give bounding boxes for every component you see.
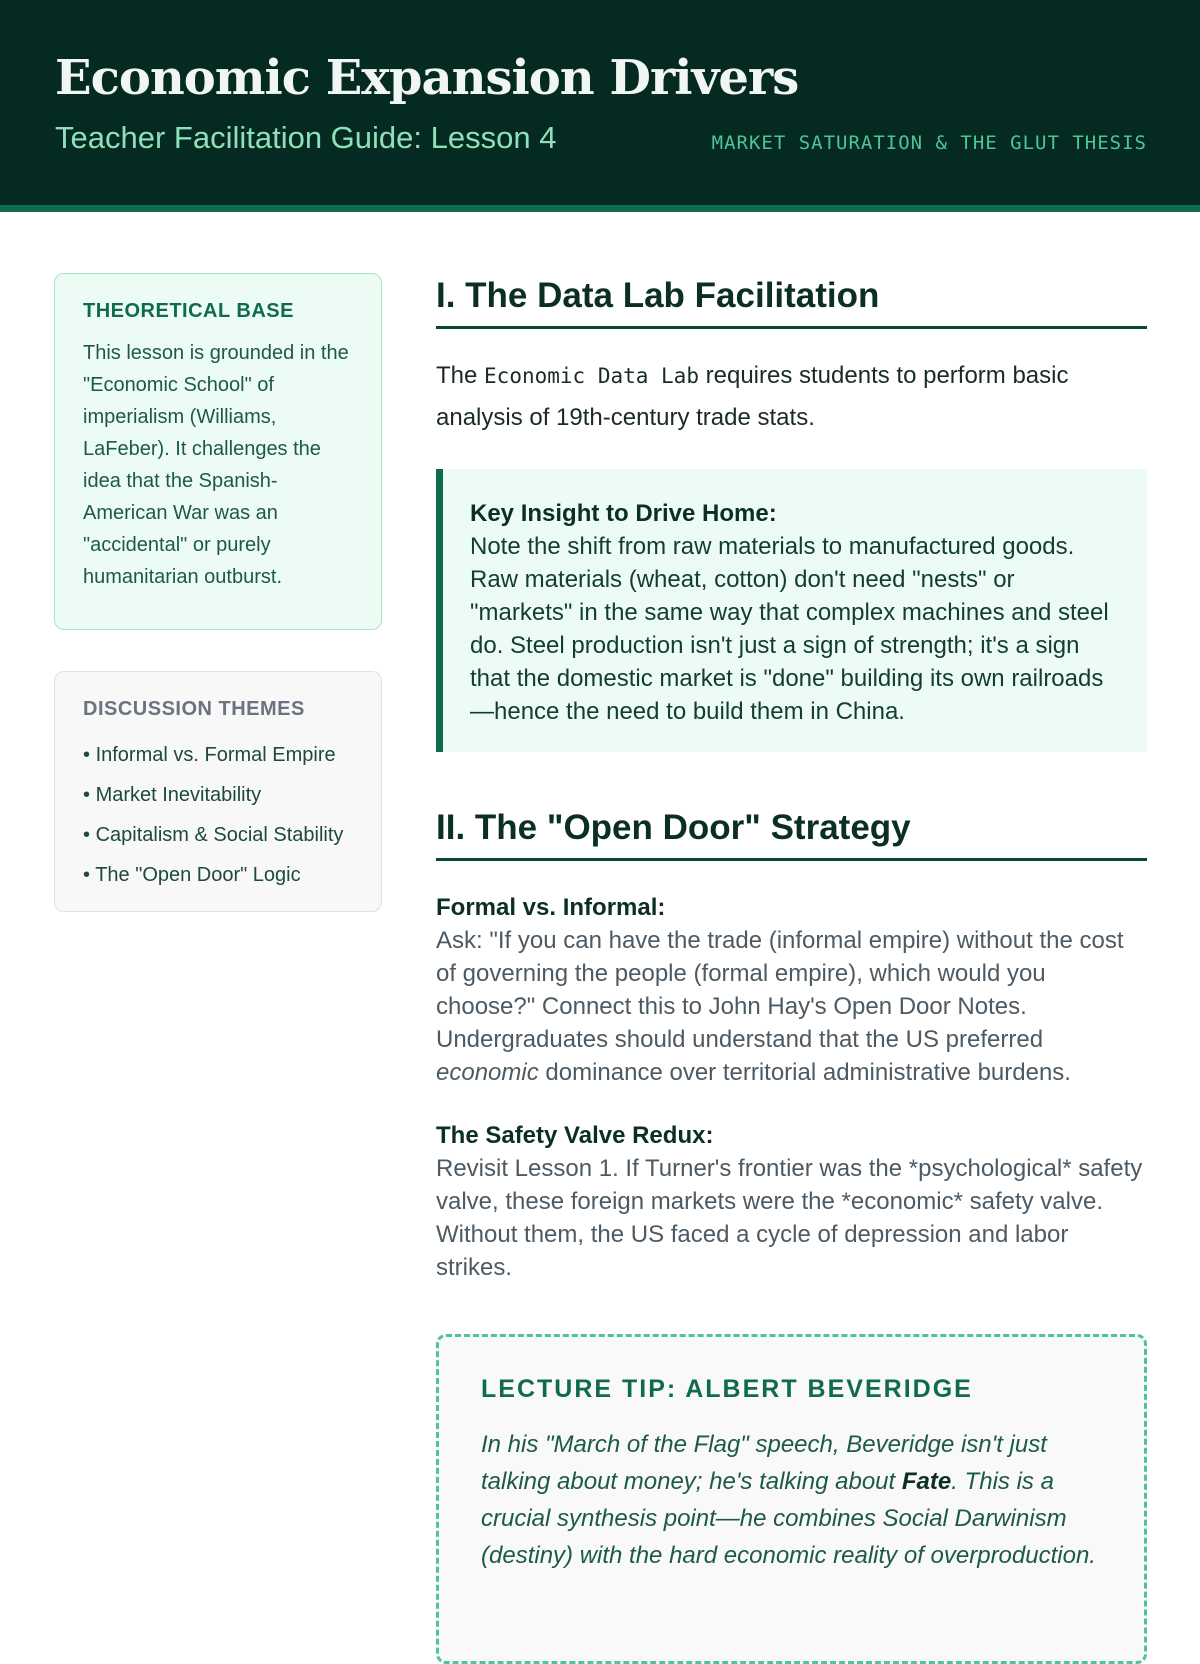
main-content: [436, 276, 1147, 1664]
formal-informal-block: [436, 891, 1147, 1089]
theme-item: • Capitalism & Social Stability: [83, 815, 355, 855]
tip-body-emphasis: Fate: [901, 1468, 952, 1495]
page-subtitle: Teacher Facilitation Guide: Lesson 4: [55, 120, 557, 155]
page-title: Economic Expansion Drivers: [55, 50, 799, 106]
theoretical-base-title: THEORETICAL BASE: [83, 300, 294, 322]
formal-body-text-rest: dominance over territorial administrative burdens.: [538, 1059, 1071, 1086]
lecture-tip-title: LECTURE TIP: ALBERT BEVERIDGE: [481, 1375, 973, 1403]
discussion-themes-list: [83, 735, 355, 895]
theoretical-base-card: [54, 273, 382, 630]
lecture-tip-body: [481, 1426, 1104, 1574]
open-door-section: [436, 808, 1147, 1284]
safety-valve-block: [436, 1119, 1147, 1284]
discussion-themes-title: DISCUSSION THEMES: [83, 698, 305, 720]
key-insight-title: Key Insight to Drive Home:: [470, 500, 777, 527]
sidebar: [54, 273, 382, 912]
formal-informal-title: Formal vs. Informal:: [436, 894, 666, 921]
intro-text: The: [436, 362, 485, 389]
key-insight-callout: [436, 469, 1147, 752]
data-lab-intro: [436, 355, 1147, 439]
theme-item: • Informal vs. Formal Empire: [83, 735, 355, 775]
theoretical-base-body: This lesson is grounded in the "Economic School" of imperialism (Williams, LaFeber). It challenges the idea that the Spanish-American War was an "accidental" or purely humanitarian outburst.: [83, 342, 349, 588]
section-title-open-door: II. The "Open Door" Strategy: [436, 808, 1147, 861]
section-title-data-lab: I. The Data Lab Facilitation: [436, 276, 1147, 329]
safety-valve-body: Revisit Lesson 1. If Turner's frontier was the *psychological* safety valve, these foreign markets were the *economic* safety valve. Without them, the US faced a cycle of depression and labor strikes.: [436, 1155, 1143, 1281]
lecture-tip-box: [436, 1334, 1147, 1664]
formal-informal-body: [436, 924, 1147, 1089]
theme-item: • The "Open Door" Logic: [83, 855, 355, 895]
data-lab-code-name: Economic Data Lab: [484, 364, 699, 388]
discussion-themes-card: [54, 671, 382, 912]
formal-body-emphasis: economic: [436, 1059, 539, 1086]
intro-text-rest: requires students to perform basic analysis of 19th-century trade stats.: [436, 362, 1069, 431]
safety-valve-title: The Safety Valve Redux:: [436, 1122, 714, 1149]
theme-item: • Market Inevitability: [83, 775, 355, 815]
key-insight-body: Note the shift from raw materials to manufactured goods. Raw materials (wheat, cotton) don't need "nests" or "markets" in the same way that complex machines and steel do. Steel production isn't just a sign of strength; it's a sign that the domestic market is "done" building its own railroads—hence the need to build them in China.: [470, 533, 1109, 725]
tip-body-text: In his "March of the Flag" speech, Beveridge isn't just talking about money; he's talking about: [481, 1431, 1047, 1495]
page-header: [0, 0, 1200, 212]
formal-body-text: Ask: "If you can have the trade (informal empire) without the cost of governing the people (formal empire), which would you choose?" Connect this to John Hay's Open Door Notes. Undergraduates should understand that the US preferred: [436, 927, 1124, 1053]
tip-body-text-rest: . This is a crucial synthesis point—he combines Social Darwinism (destiny) with the hard economic reality of overproduction.: [481, 1468, 1096, 1569]
lesson-tag: MARKET SATURATION & THE GLUT THESIS: [711, 132, 1147, 154]
